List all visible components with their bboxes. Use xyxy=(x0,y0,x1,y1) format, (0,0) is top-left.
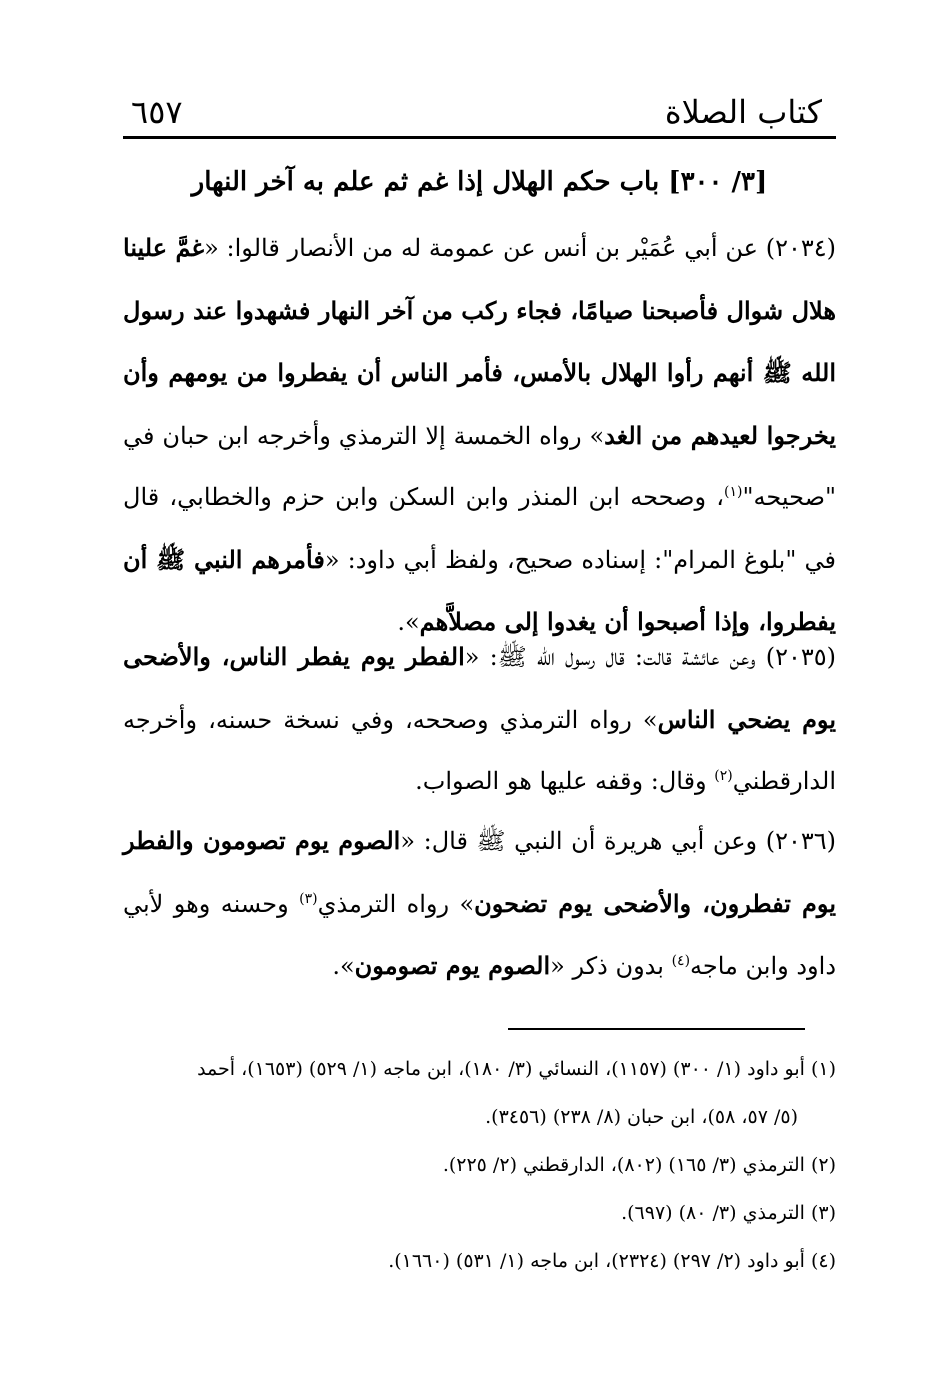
page-header xyxy=(123,84,836,139)
footnote-ref: (٢) xyxy=(714,768,733,784)
footnote-1-continued: (٥/ ٥٧، ٥٨)، ابن حبان (٨/ ٢٣٨) (٣٤٥٦). xyxy=(485,1106,798,1128)
hadith-2036 xyxy=(123,810,836,998)
footnote-divider xyxy=(508,1028,805,1030)
footnote-ref: (١) xyxy=(723,484,743,500)
footnote-ref: (٤) xyxy=(671,953,691,969)
hadith-2034 xyxy=(123,217,836,654)
hadith-intro: (٢٠٣٥) وعن عائشة قالت: قال رسول الله ﷺ: « xyxy=(464,643,836,671)
hadith-quote: الفطر يوم يفطر الناس، والأضحى يوم يضحي الناس xyxy=(123,642,837,734)
footnote-2: (٢) الترمذي (٣/ ١٦٥) (٨٠٢)، الدارقطني (٢/ ٢٢٥). xyxy=(442,1154,836,1176)
hadith-end: وقال: وقفه عليها هو الصواب. xyxy=(415,767,715,795)
footnote-1: (١) أبو داود (١/ ٣٠٠) (١١٥٧)، النسائي (٣/ ١٨٠)، ابن ماجه (١/ ٥٢٩) (١٦٥٣)، أحمد xyxy=(197,1058,836,1080)
hadith-intro: (٢٠٣٤) عن أبي عُمَيْر بن أنس عن عمومة له من الأنصار قالوا: « xyxy=(204,234,836,262)
hadith-grading: ، وصححه ابن المنذر وابن السكن وابن حزم والخطابي، قال في "بلوغ المرام": إسناده صحيح، ولفظ أبي داود: « xyxy=(123,483,836,574)
hadith-intro: (٢٠٣٦) وعن أبي هريرة أن النبي ﷺ قال: « xyxy=(400,827,836,855)
hadith-quote: الصوم يوم تصومون والفطر يوم تفطرون، والأضحى يوم تضحون xyxy=(123,826,836,918)
hadith-note: بدون ذكر « xyxy=(550,952,672,980)
footnote-4: (٤) أبو داود (٢/ ٢٩٧) (٢٣٢٤)، ابن ماجه (١/ ٥٣١) (١٦٦٠). xyxy=(388,1250,836,1272)
footnote-ref: (٣) xyxy=(299,890,318,907)
hadith-quote-short: الصوم يوم تصومون xyxy=(354,951,551,980)
hadith-end: ». xyxy=(332,952,355,980)
footnote-3: (٣) الترمذي (٣/ ٨٠) (٦٩٧). xyxy=(621,1202,836,1224)
hadith-quote-abu-dawud: فأمرهم النبي ﷺ أن يفطروا، وإذا أصبحوا أن يغدوا إلى مصلاَّهم xyxy=(123,544,836,636)
hadith-quote: غمَّ علينا هلال شوال فأصبحنا صيامًا، فجاء ركب من آخر النهار فشهدوا عند رسول الله ﷺ أنهم رأوا الهلال بالأمس، فأمر الناس أن يفطروا من يومهم وأن يخرجوا لعيدهم من الغد xyxy=(123,233,836,450)
hadith-2035 xyxy=(123,626,836,813)
footnotes xyxy=(123,1045,836,1285)
page-number: ٦٥٧ xyxy=(131,93,183,131)
hadith-grading: وحسنه وهو لأبي داود وابن ماجه xyxy=(123,889,836,980)
running-title: كتاب الصلاة xyxy=(664,93,822,131)
hadith-end: ». xyxy=(397,608,420,636)
hadith-source: » رواه الترمذي xyxy=(317,889,475,918)
chapter-heading: [٣/ ٣٠٠] باب حكم الهلال إذا غم ثم علم به آخر النهار xyxy=(191,167,768,197)
hadith-source: » رواه الترمذي وصححه، وفي نسخة حسنه، وأخرجه الدارقطني xyxy=(123,705,836,795)
hadith-source: » رواه الخمسة إلا الترمذي وأخرجه ابن حبان في "صحيحه" xyxy=(123,421,836,511)
